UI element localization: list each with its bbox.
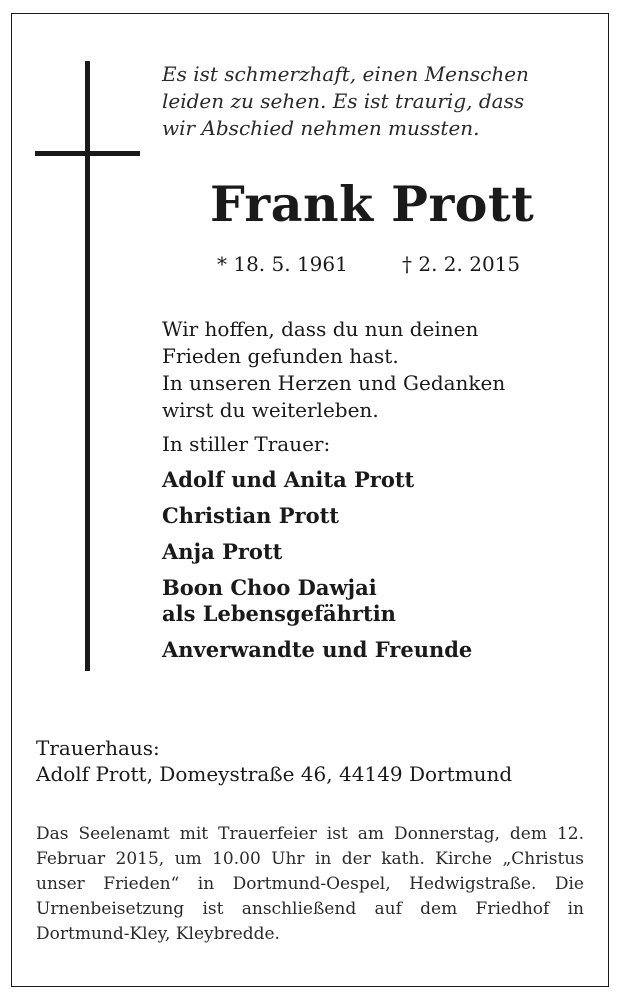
poem-line: Frieden gefunden hast.: [162, 344, 399, 368]
mourner: Boon Choo Dawjai: [162, 575, 377, 600]
mourner: Anverwandte und Freunde: [162, 637, 473, 662]
cross-horizontal-bar: [35, 151, 140, 156]
mourners-list: [162, 467, 582, 673]
deceased-name: Frank Prott: [210, 175, 535, 233]
opening-quote: [162, 61, 582, 142]
house-of-mourning: [36, 735, 596, 787]
trauerhaus-label: Trauerhaus:: [36, 736, 160, 760]
death-date: † 2. 2. 2015: [402, 252, 521, 276]
poem-line: In unseren Herzen und Gedanken: [162, 371, 506, 395]
mourner: Christian Prott: [162, 503, 339, 528]
mourner-relation: als Lebensgefährtin: [162, 601, 396, 626]
quote-line: Es ist schmerzhaft, einen Menschen: [162, 62, 529, 86]
service-notice: Das Seelenamt mit Trauerfeier ist am Donnerstag, dem 12. Februar 2015, um 10.00 Uhr in der kath. Kirche „Christus unser Frieden“ in Dortmund-Oespel, Hedwigstraße. Die Urnenbeisetzung ist anschließend auf dem Friedhof in Dortmund-Kley, Kleybredde.: [36, 824, 584, 944]
mourner: Anja Prott: [162, 539, 283, 564]
trauerhaus-address: Adolf Prott, Domeystraße 46, 44149 Dortmund: [36, 762, 513, 786]
mourning-label: In stiller Trauer:: [162, 432, 331, 456]
poem-line: Wir hoffen, dass du nun deinen: [162, 317, 479, 341]
birth-date: * 18. 5. 1961: [217, 252, 348, 276]
poem: [162, 316, 582, 424]
quote-line: wir Abschied nehmen mussten.: [162, 116, 480, 140]
poem-line: wirst du weiterleben.: [162, 398, 379, 422]
quote-line: leiden zu sehen. Es ist traurig, dass: [162, 89, 525, 113]
mourner: Adolf und Anita Prott: [162, 467, 415, 492]
